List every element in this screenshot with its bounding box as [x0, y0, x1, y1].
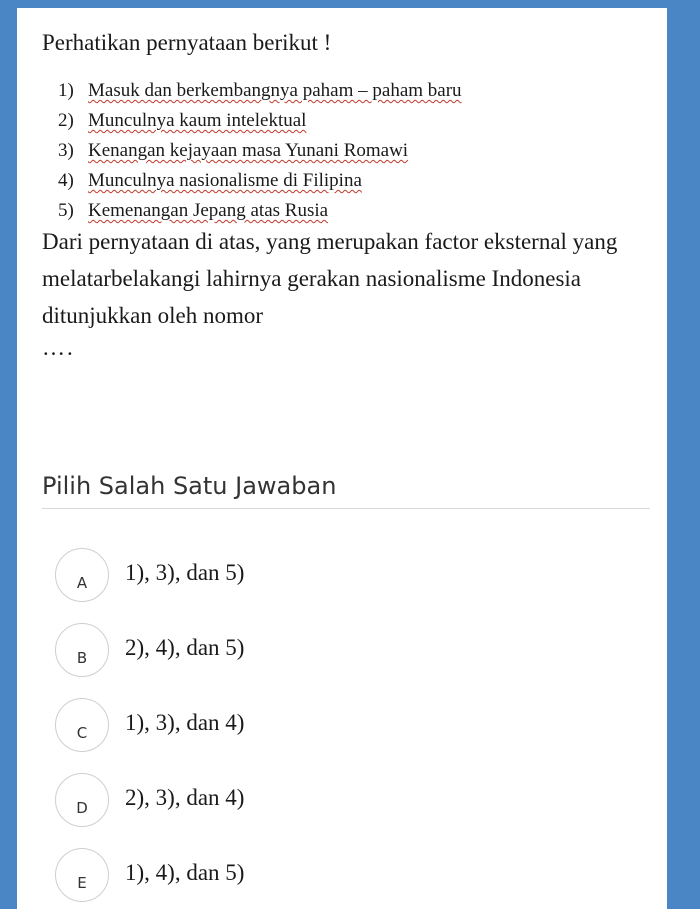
- option-b[interactable]: [55, 623, 635, 698]
- statement-number: 1): [58, 80, 74, 101]
- option-text[interactable]: 1), 4), dan 5): [125, 860, 245, 885]
- statement-number: 3): [58, 140, 74, 161]
- statement-item: [58, 136, 462, 166]
- window-frame-right: [667, 0, 700, 909]
- statement-list: [58, 76, 462, 226]
- option-text[interactable]: 2), 4), dan 5): [125, 635, 245, 660]
- section-divider: [42, 508, 650, 509]
- option-text[interactable]: 2), 3), dan 4): [125, 785, 245, 810]
- statement-item: [58, 106, 462, 136]
- option-text[interactable]: 1), 3), dan 5): [125, 560, 245, 585]
- statement-text: Kenangan kejayaan masa Yunani Romawi: [88, 140, 409, 161]
- option-letter-badge[interactable]: [55, 848, 109, 902]
- option-letter-badge[interactable]: [55, 698, 109, 752]
- option-e[interactable]: [55, 848, 635, 909]
- option-letter: C: [76, 724, 88, 742]
- statement-item: [58, 76, 462, 106]
- statement-text: Munculnya nasionalisme di Filipina: [88, 170, 362, 191]
- option-text[interactable]: 1), 3), dan 4): [125, 710, 245, 735]
- option-d[interactable]: [55, 773, 635, 848]
- option-letter: B: [76, 649, 88, 667]
- option-c[interactable]: [55, 698, 635, 773]
- option-letter: A: [76, 574, 88, 592]
- statement-item: [58, 166, 462, 196]
- statement-number: 4): [58, 170, 74, 191]
- option-letter-badge[interactable]: [55, 623, 109, 677]
- window-frame-top: [0, 0, 700, 8]
- statement-number: 2): [58, 110, 74, 131]
- statement-text: Munculnya kaum intelektual: [88, 110, 307, 131]
- statement-text: Masuk dan berkembangnya paham – paham baru: [88, 80, 462, 101]
- statement-number: 5): [58, 200, 74, 221]
- answer-section-title: Pilih Salah Satu Jawaban: [42, 472, 337, 500]
- answer-options: [55, 548, 635, 909]
- statement-text: Kemenangan Jepang atas Rusia: [88, 200, 329, 221]
- question-ellipsis: ….: [42, 335, 75, 360]
- option-letter: D: [76, 799, 88, 817]
- option-letter: E: [77, 874, 87, 892]
- option-letter-badge[interactable]: [55, 548, 109, 602]
- option-letter-badge[interactable]: [55, 773, 109, 827]
- statement-item: [58, 196, 462, 226]
- option-a[interactable]: [55, 548, 635, 623]
- question-heading: Perhatikan pernyataan berikut !: [42, 30, 332, 55]
- question-prompt: Dari pernyataan di atas, yang merupakan factor eksternal yang melatarbelakangi lahirnya gerakan nasionalisme Indonesia ditunjukkan oleh nomor: [42, 229, 618, 328]
- window-frame-left: [0, 0, 17, 909]
